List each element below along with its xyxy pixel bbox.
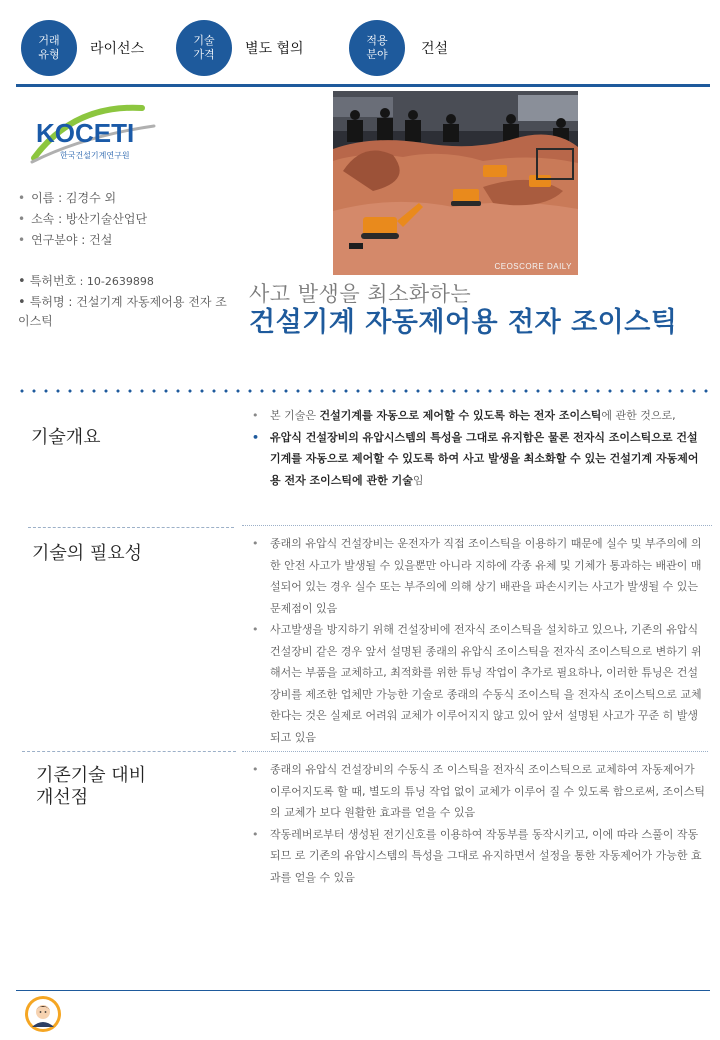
overview-item: • 유압식 건설장비의 유압시스템의 특성을 그대로 유지함은 물론 전자식 조이스틱으로 건설기계를 자동으로 제어할 수 있도록 하여 사고 발생을 최소화할 수 있는 건설기계 자동제어용 전자 조이스틱에 관한 기술임 <box>252 430 699 487</box>
overview-list <box>250 405 705 491</box>
section-divider <box>22 751 236 752</box>
improvement-heading-line2: 개선점 <box>36 787 89 808</box>
application-field-label: 적용 분야 <box>366 34 388 61</box>
researcher-name: • 이름 : 김경수 외 <box>18 191 117 205</box>
deal-type-label: 거래 유형 <box>38 34 60 61</box>
patent-number-value: : 10-2639898 <box>76 275 154 288</box>
deal-type-value: 라이선스 <box>90 41 145 57</box>
overview-item2-strong: 유압식 건설장비의 유압시스템의 특성을 그대로 유지함은 물론 전자식 조이스틱으로 건설기계를 자동으로 제어할 수 있도록 하여 사고 발생을 최소화할 수 있는 건설기계 자동제어용 전자 조이스틱에 관한 기술 <box>270 430 699 487</box>
researcher-name-text: 이름 : 김경수 외 <box>31 191 117 205</box>
research-field: • 연구분야 : 건설 <box>18 233 113 247</box>
koceti-logo <box>14 96 168 172</box>
patent-name-value: : 건설기계 자동제어용 전자 조이스틱 <box>18 295 227 328</box>
product-photo <box>333 91 578 275</box>
necessity-item: • 사고발생을 방지하기 위해 건설장비에 전자식 조이스틱을 설치하고 있으나, 기존의 유압식 건설장비 같은 경우 앞서 설명된 종래의 유압식 조이스틱을 전자식 조이스틱으로 변하기 위해서는 부품을 교체하고, 최적화를 위한 튜닝 작업이 추가로 필요하나, 이러한 튜닝은 건설장비를 제조한 업체만 가능한 기술로 종래의 수동식 조이스틱 을 전자식 조이스틱으로 교체한다는 것은 실제로 어려워 교체가 이루어지지 않고 있어 앞서 설명된 사고가 꾸준 히 발생되고 있음 <box>252 623 702 744</box>
researcher-affiliation: • 소속 : 방산기술산업단 <box>18 212 148 226</box>
improvement-item-text: 종래의 유압식 건설장비의 수동식 조 이스틱을 전자식 조이스틱으로 교체하여 자동제어가 이루어지도록 할 때, 별도의 튜닝 작업 없이 교체가 이루어 질 수 있도록 함으로써, 조이스틱의 교체가 보다 원활한 효과를 얻을 수 있음 <box>270 763 705 819</box>
diorama-illustration <box>333 91 578 275</box>
patent-name: • 특허명 : 건설기계 자동제어용 전자 조이스틱 <box>18 295 227 328</box>
improvement-list <box>250 759 705 888</box>
overview-item2-suffix: 임 <box>412 473 424 487</box>
overview-item1-suffix: 에 관한 것으로, <box>601 409 676 422</box>
improvement-item: • 종래의 유압식 건설장비의 수동식 조 이스틱을 전자식 조이스틱으로 교체하여 자동제어가 이루어지도록 할 때, 별도의 튜닝 작업 없이 교체가 이루어 질 수 있도록 함으로써, 조이스틱의 교체가 보다 원활한 효과를 얻을 수 있음 <box>252 763 705 819</box>
necessity-item-text: 종래의 유압식 건설장비는 운전자가 직접 조이스틱을 이용하기 때문에 실수 및 부주의에 의한 안전 사고가 발생될 수 있을뿐만 아니라 지하에 각종 유체 및 기체가 통과하는 배관이 매설되어 있는 경우 실수 또는 부주의에 의해 상기 배관을 파손시키는 사고가 발생될 수 있는 문제점이 있음 <box>270 537 702 615</box>
overview-item1-prefix: 본 기술은 <box>270 409 320 422</box>
improvement-item-text: 작동레버로부터 생성된 전기신호를 이용하여 작동부를 동작시키고, 이에 따라 스풀이 작동되므 로 기존의 유압시스템의 특성을 그대로 유지하면서 설정을 통한 자동제어가 가능한 효과를 얻을 수 있음 <box>270 827 702 884</box>
contact-avatar-icon <box>24 995 62 1033</box>
section-divider <box>242 751 708 752</box>
necessity-heading: 기술의 필요성 <box>32 543 143 564</box>
footer-divider <box>16 990 710 991</box>
overview-heading: 기술개요 <box>31 427 101 448</box>
research-field-text: 연구분야 : 건설 <box>31 233 113 247</box>
necessity-item-text: 사고발생을 방지하기 위해 건설장비에 전자식 조이스틱을 설치하고 있으나, 기존의 유압식 건설장비 같은 경우 앞서 설명된 종래의 유압식 조이스틱을 전자식 조이스틱으로 변하기 위해서는 부품을 교체하고, 최적화를 위한 튜닝 작업이 추가로 필요하나, 이러한 튜닝은 건설장비를 제조한 업체만 가능한 기술로 종래의 수동식 조이스틱 을 전자식 조이스틱으로 교체한다는 것은 실제로 어려워 교체가 이루어지지 않고 있어 앞서 설명된 사고가 꾸준 히 발생되고 있음 <box>270 623 702 744</box>
deal-type-badge <box>21 20 77 76</box>
logo-subtext: 한국건설기계연구원 <box>60 151 130 160</box>
subtitle: 사고 발생을 최소화하는 <box>249 282 472 306</box>
page-title: 건설기계 자동제어용 전자 조이스틱 <box>249 307 678 338</box>
section-divider <box>242 525 712 526</box>
header-divider <box>16 84 710 87</box>
necessity-item: • 종래의 유압식 건설장비는 운전자가 직접 조이스틱을 이용하기 때문에 실수 및 부주의에 의한 안전 사고가 발생될 수 있을뿐만 아니라 지하에 각종 유체 및 기체가 통과하는 배관이 매설되어 있는 경우 실수 또는 부주의에 의해 상기 배관을 파손시키는 사고가 발생될 수 있는 문제점이 있음 <box>252 537 702 615</box>
researcher-affiliation-text: 소속 : 방산기술산업단 <box>31 212 148 226</box>
necessity-list <box>250 533 705 748</box>
patent-name-label: 특허명 <box>29 295 65 309</box>
overview-item: • 본 기술은 건설기계를 자동으로 제어할 수 있도록 하는 전자 조이스틱에 관한 것으로, <box>252 409 676 422</box>
title-divider <box>16 389 710 393</box>
application-field-value: 건설 <box>421 41 449 57</box>
improvement-item: • 작동레버로부터 생성된 전기신호를 이용하여 작동부를 동작시키고, 이에 따라 스풀이 작동되므 로 기존의 유압시스템의 특성을 그대로 유지하면서 설정을 통한 자동제어가 가능한 효과를 얻을 수 있음 <box>252 827 702 884</box>
overview-item1-strong: 건설기계를 자동으로 제어할 수 있도록 하는 전자 조이스틱 <box>319 409 602 422</box>
tech-price-badge <box>176 20 232 76</box>
tech-price-label: 기술 가격 <box>193 34 215 61</box>
patent-number-label: 특허번호 <box>29 274 77 288</box>
section-divider <box>28 527 234 528</box>
photo-watermark: CEOSCORE DAILY <box>494 262 572 271</box>
improvement-heading-line1: 기존기술 대비 <box>36 765 147 786</box>
patent-number: • 특허번호 : 10-2639898 <box>18 274 154 289</box>
tech-price-value: 별도 협의 <box>245 41 304 57</box>
application-field-badge <box>349 20 405 76</box>
improvement-heading <box>36 765 146 809</box>
logo-wordmark: KOCETI <box>36 118 135 148</box>
